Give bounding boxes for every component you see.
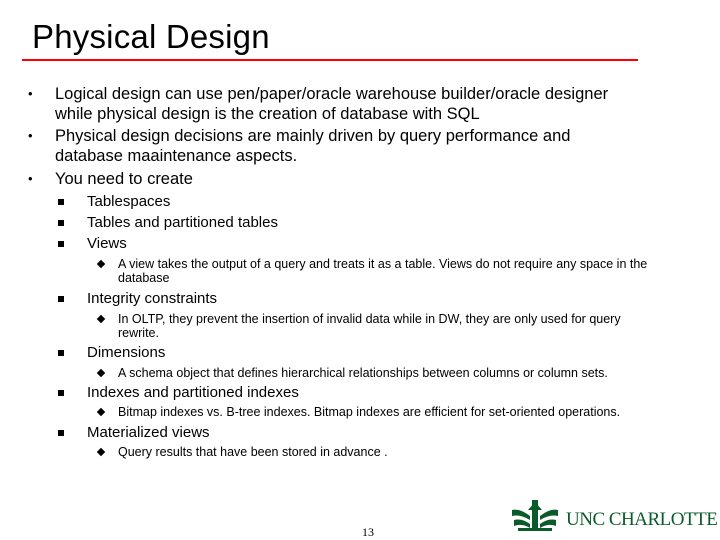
square-bullet-icon — [58, 296, 64, 302]
logo-text: UNC CHARLOTTE — [566, 509, 718, 530]
sub-item-label: Dimensions — [87, 344, 166, 361]
detail-text: In OLTP, they prevent the insertion of invalid data while in DW, they are only used for query rewrite. — [118, 312, 621, 340]
diamond-bullet-icon — [97, 369, 105, 377]
bullet-text: Logical design can use pen/paper/oracle warehouse builder/oracle designer — [55, 85, 609, 103]
bullet-text: Physical design decisions are mainly driven by query performance and — [55, 127, 571, 145]
square-bullet-icon — [58, 199, 64, 205]
title-underline — [22, 59, 638, 61]
detail-text: A schema object that defines hierarchical relationships between columns or column sets. — [118, 366, 608, 380]
square-bullet-icon — [58, 220, 64, 226]
square-bullet-icon — [58, 350, 64, 356]
sub-item-label: Integrity constraints — [87, 290, 218, 307]
bullet-text-cont: while physical design is the creation of database with SQL — [55, 105, 480, 123]
diamond-bullet-icon — [97, 448, 105, 456]
crown-logo-icon — [510, 498, 560, 532]
sub-item-label: Indexes and partitioned indexes — [87, 384, 299, 401]
sub-item-label: Tablespaces — [87, 193, 171, 210]
diamond-bullet-icon — [97, 315, 105, 323]
bullet-dot-icon: • — [28, 171, 33, 186]
square-bullet-icon — [58, 241, 64, 247]
diamond-bullet-icon — [97, 260, 105, 268]
slide-title: Physical Design — [32, 18, 270, 55]
bullet-dot-icon: • — [28, 86, 33, 101]
diamond-bullet-icon — [97, 408, 105, 416]
square-bullet-icon — [58, 430, 64, 436]
detail-text: Query results that have been stored in advance . — [118, 445, 388, 459]
bullet-text: You need to create — [55, 170, 193, 188]
bullet-dot-icon: • — [28, 128, 33, 143]
sub-item-label: Tables and partitioned tables — [87, 214, 278, 231]
detail-text: A view takes the output of a query and treats it as a table. Views do not require any space in the database — [118, 257, 648, 285]
bullet-text-cont: database maaintenance aspects. — [55, 147, 298, 165]
page-number: 13 — [362, 525, 374, 539]
sub-item-label: Materialized views — [87, 424, 210, 441]
detail-text: Bitmap indexes vs. B-tree indexes. Bitmap indexes are efficient for set-oriented operations. — [118, 405, 621, 419]
sub-item-label: Views — [87, 235, 127, 252]
square-bullet-icon — [58, 390, 64, 396]
